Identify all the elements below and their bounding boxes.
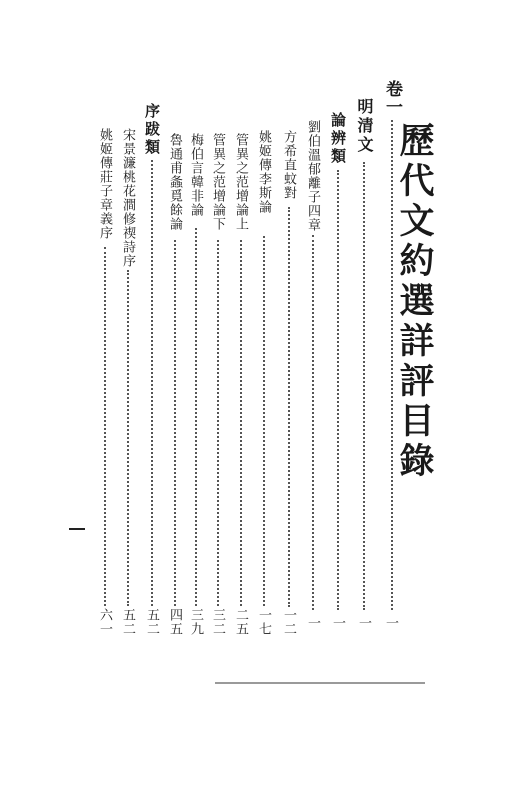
toc-entry-page: 二五	[233, 608, 248, 636]
category-label: 論辨類	[329, 112, 347, 166]
toc-entry-page: 一二	[281, 608, 296, 636]
toc-entry-leader	[312, 235, 314, 610]
toc-entry-leader	[263, 236, 265, 606]
category-label: 序跋類	[143, 103, 161, 157]
category-page: 一	[330, 616, 345, 630]
section-label: 明清文	[355, 98, 374, 155]
toc-entry-page: 六一	[97, 608, 112, 636]
toc-entry-title: 梅伯言韓非論	[188, 133, 203, 217]
page-title: 歷代文約選詳評目錄	[394, 122, 435, 482]
toc-entry-title: 方希直蚊對	[281, 130, 296, 200]
volume-leader	[391, 120, 393, 610]
toc-entry-page: 五二	[120, 608, 135, 636]
toc-entry-title: 魯通甫螽覓餘論	[167, 133, 182, 231]
toc-entry-title: 姚姬傳莊子章義序	[97, 128, 112, 240]
bottom-rule	[215, 682, 425, 684]
volume-label: 卷一	[382, 80, 402, 116]
toc-entry-leader	[195, 228, 197, 606]
toc-entry-leader	[127, 270, 129, 606]
toc-entry-title: 管異之范增論上	[233, 133, 248, 231]
toc-entry-title: 姚姬傳李斯論	[256, 130, 271, 214]
toc-entry-title: 管異之范增論下	[210, 133, 225, 231]
toc-entry-leader	[174, 240, 176, 606]
category-leader	[337, 170, 339, 610]
toc-entry-page: 一七	[256, 608, 271, 636]
page-number-mark	[69, 528, 85, 530]
toc-entry-title: 劉伯溫郁離子四章	[305, 120, 320, 232]
toc-entry-page: 四五	[167, 608, 182, 636]
toc-entry-page: 一	[305, 616, 320, 630]
section-leader	[363, 162, 365, 610]
category-leader	[151, 160, 153, 606]
volume-page: 一	[383, 616, 398, 630]
toc-entry-page: 三二	[210, 608, 225, 636]
toc-entry-title: 宋景濂桃花澗修禊詩序	[120, 128, 135, 268]
toc-entry-page: 三九	[188, 608, 203, 636]
section-page: 一	[356, 616, 371, 630]
toc-entry-leader	[240, 240, 242, 606]
category-page: 五二	[144, 608, 159, 636]
toc-entry-leader	[104, 247, 106, 606]
toc-entry-leader	[288, 207, 290, 607]
toc-entry-leader	[217, 240, 219, 606]
